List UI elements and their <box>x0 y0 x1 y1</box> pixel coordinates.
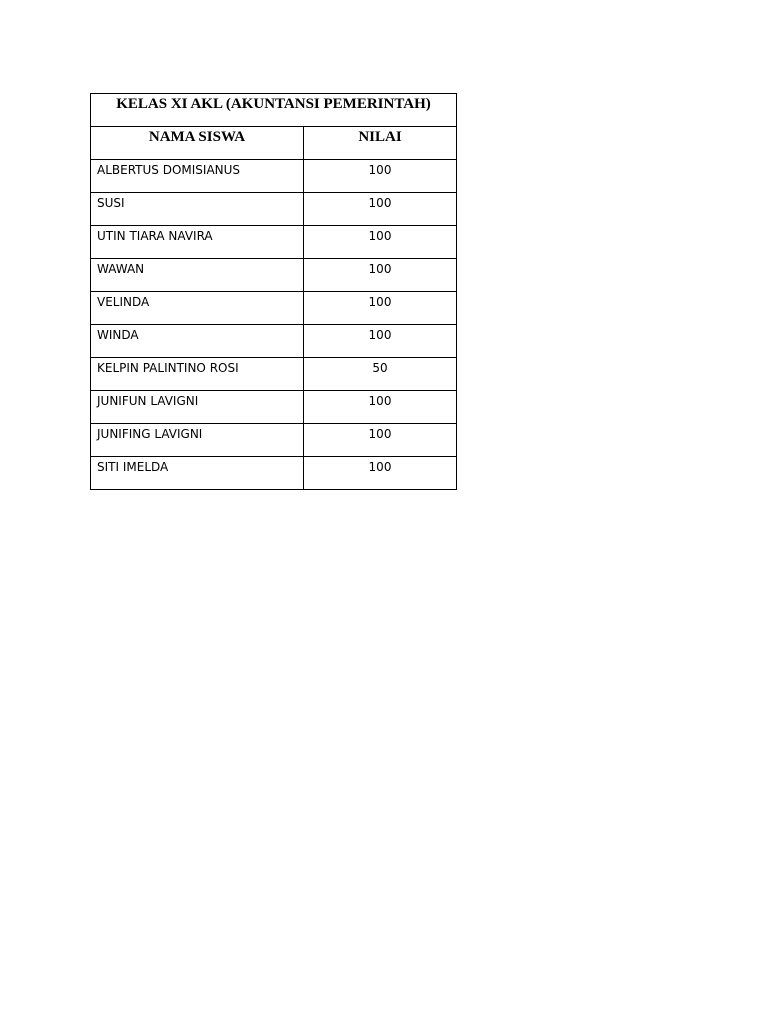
student-score-cell: 100 <box>304 160 457 193</box>
student-score-cell: 100 <box>304 259 457 292</box>
student-name-cell: JUNIFING LAVIGNI <box>91 424 304 457</box>
table-row <box>91 358 457 391</box>
student-score-cell: 100 <box>304 292 457 325</box>
table-row <box>91 457 457 490</box>
table-title-row <box>91 94 457 127</box>
student-name-cell: SUSI <box>91 193 304 226</box>
column-header-name: NAMA SISWA <box>91 127 304 160</box>
table-row <box>91 259 457 292</box>
student-name-cell: UTIN TIARA NAVIRA <box>91 226 304 259</box>
table-row <box>91 325 457 358</box>
student-score-cell: 100 <box>304 325 457 358</box>
table-row <box>91 391 457 424</box>
student-name-cell: KELPIN PALINTINO ROSI <box>91 358 304 391</box>
table-row <box>91 193 457 226</box>
table-title: KELAS XI AKL (AKUNTANSI PEMERINTAH) <box>91 94 457 127</box>
column-header-score: NILAI <box>304 127 457 160</box>
table-header-row <box>91 127 457 160</box>
table-row <box>91 160 457 193</box>
table-row <box>91 226 457 259</box>
student-score-cell: 100 <box>304 193 457 226</box>
student-score-cell: 100 <box>304 424 457 457</box>
student-name-cell: VELINDA <box>91 292 304 325</box>
table-row <box>91 292 457 325</box>
student-score-cell: 50 <box>304 358 457 391</box>
student-name-cell: WINDA <box>91 325 304 358</box>
grades-table <box>90 93 457 490</box>
table-row <box>91 424 457 457</box>
student-name-cell: WAWAN <box>91 259 304 292</box>
student-score-cell: 100 <box>304 457 457 490</box>
student-name-cell: ALBERTUS DOMISIANUS <box>91 160 304 193</box>
grades-table-body <box>91 94 457 490</box>
student-name-cell: JUNIFUN LAVIGNI <box>91 391 304 424</box>
student-score-cell: 100 <box>304 226 457 259</box>
student-score-cell: 100 <box>304 391 457 424</box>
student-name-cell: SITI IMELDA <box>91 457 304 490</box>
